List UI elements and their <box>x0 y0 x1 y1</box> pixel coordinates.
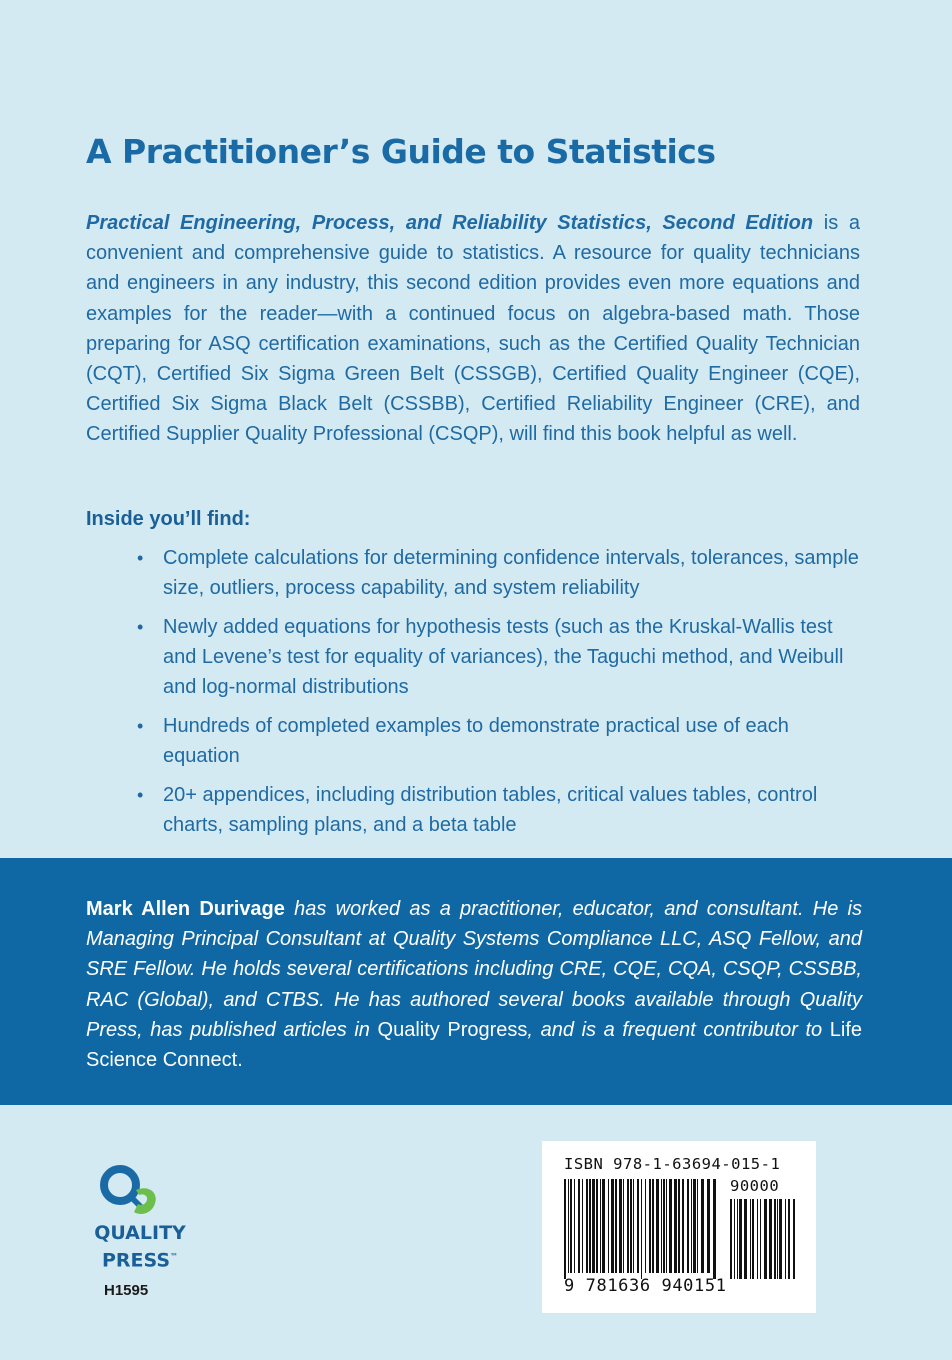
barcode-bar <box>713 1179 716 1279</box>
barcode-bar <box>611 1179 614 1273</box>
ean-digits: 9 781636 940151 <box>564 1276 727 1296</box>
barcode-bar <box>615 1179 617 1273</box>
barcode-bar <box>641 1179 642 1279</box>
barcode-bar <box>734 1199 735 1279</box>
intro-paragraph <box>86 208 860 450</box>
barcode-bar <box>744 1199 747 1279</box>
product-code: H1595 <box>104 1282 149 1299</box>
barcode-bar <box>730 1199 732 1279</box>
barcode-bar <box>737 1199 738 1279</box>
barcode-bar <box>674 1179 677 1273</box>
barcode <box>542 1141 816 1313</box>
barcode-bar <box>637 1179 639 1273</box>
publisher-name: QUALITY PRESS™ <box>94 1222 186 1272</box>
barcode-bar <box>592 1179 595 1273</box>
bullet-icon: • <box>137 548 144 568</box>
isbn-label: ISBN 978-1-63694-015-1 <box>564 1155 781 1173</box>
barcode-bar <box>586 1179 588 1273</box>
barcode-bar <box>568 1179 569 1273</box>
bullet-icon: • <box>137 617 144 637</box>
barcode-bar <box>578 1179 580 1273</box>
barcode-bar <box>645 1179 646 1273</box>
barcode-bar <box>678 1179 680 1273</box>
barcode-bar <box>564 1179 566 1279</box>
barcode-bar <box>596 1179 598 1273</box>
barcode-bar <box>623 1179 624 1273</box>
barcode-bar <box>600 1179 601 1273</box>
barcode-bar <box>774 1199 776 1279</box>
barcode-bar <box>633 1179 634 1273</box>
barcode-bar <box>769 1199 772 1279</box>
list-item: • Newly added equations for hypothesis tests (such as the Kruskal-Wallis test and Levene’s test for equality of variances), the Taguchi method, and Weibull and log-normal distributions <box>137 612 861 702</box>
barcode-bar <box>582 1179 583 1273</box>
barcode-bar <box>602 1179 605 1273</box>
barcode-bar <box>779 1199 782 1279</box>
feature-list <box>137 543 861 849</box>
barcode-bar <box>785 1199 786 1279</box>
barcode-bar <box>608 1179 609 1273</box>
publication-name: Life Science Connect <box>86 1018 862 1072</box>
book-title: Practical Engineering, Process, and Reliability Statistics, Second Edition <box>86 212 814 234</box>
barcode-bar <box>570 1179 572 1273</box>
barcode-bar <box>697 1179 698 1273</box>
page-title: A Practitioner’s Guide to Statistics <box>86 132 716 171</box>
list-item: • 20+ appendices, including distribution tables, critical values tables, control charts, sampling plans, and a beta table <box>137 780 861 840</box>
author-bio: Mark Allen Durivage has worked as a practitioner, educator, and consultant. He is Managing Principal Consultant at Quality Systems Compliance LLC, ASQ Fellow, and SRE Fellow. He holds several certifications including CRE, CQE, CQA, CSQP, CSSBB, RAC (Global), and CTBS. He has authored several books available through Quality Press, has published articles in Quality Progress, and is a frequent contributor to Life Science Connect. <box>86 898 863 1072</box>
barcode-bar <box>707 1179 710 1273</box>
intro-body: is a convenient and comprehensive guide to statistics. A resource for quality technicians and engineers in any industry, this second edition provides even more equations and examples for the reader—with a continued focus on algebra-based math. Those preparing for ASQ certification examinations, such as the Certified Quality Technician (CQT), Certified Six Sigma Green Belt (CSSGB), Certified Quality Engineer (CQE), Certified Six Sigma Black Belt (CSSBB), Certified Reliability Engineer (CRE), and Certified Supplier Quality Professional (CSQP), will find this book helpful as well. <box>86 212 860 446</box>
bullet-icon: • <box>137 716 144 736</box>
barcode-bar <box>661 1179 662 1273</box>
barcode-bar <box>627 1179 629 1273</box>
price-addon: 90000 <box>730 1177 780 1195</box>
barcode-bar <box>750 1199 751 1279</box>
list-item: • Hundreds of completed examples to demonstrate practical use of each equation <box>137 711 861 771</box>
barcode-bar <box>574 1179 575 1273</box>
barcode-bar <box>663 1179 665 1273</box>
publication-name: Quality Progress <box>377 1018 528 1041</box>
barcode-bar <box>739 1199 742 1279</box>
bullet-icon: • <box>137 785 144 805</box>
author-bio-band <box>0 858 952 1105</box>
list-item: • Complete calculations for determining confidence intervals, tolerances, sample size, outliers, process capability, and system reliability <box>137 543 861 603</box>
barcode-bar <box>693 1179 696 1273</box>
barcode-bar <box>669 1179 672 1273</box>
barcode-bar <box>619 1179 622 1273</box>
barcode-bar <box>656 1179 659 1273</box>
barcode-bar <box>760 1199 761 1279</box>
barcode-bar <box>682 1179 684 1273</box>
barcode-bar <box>666 1179 667 1273</box>
author-name: Mark Allen Durivage <box>86 898 285 920</box>
barcode-bar <box>764 1199 767 1279</box>
barcode-bar <box>777 1199 778 1279</box>
inside-heading: Inside you’ll find: <box>86 508 251 530</box>
barcode-bar <box>757 1199 758 1279</box>
barcode-bar <box>793 1199 795 1279</box>
barcode-bar <box>701 1179 704 1273</box>
barcode-bar <box>630 1179 632 1273</box>
barcode-bar <box>652 1179 654 1273</box>
barcode-bar <box>687 1179 689 1273</box>
barcode-bar <box>788 1199 790 1279</box>
barcode-bar <box>691 1179 692 1273</box>
barcode-bar <box>589 1179 591 1273</box>
barcode-bar <box>752 1199 754 1279</box>
barcode-bar <box>649 1179 651 1273</box>
